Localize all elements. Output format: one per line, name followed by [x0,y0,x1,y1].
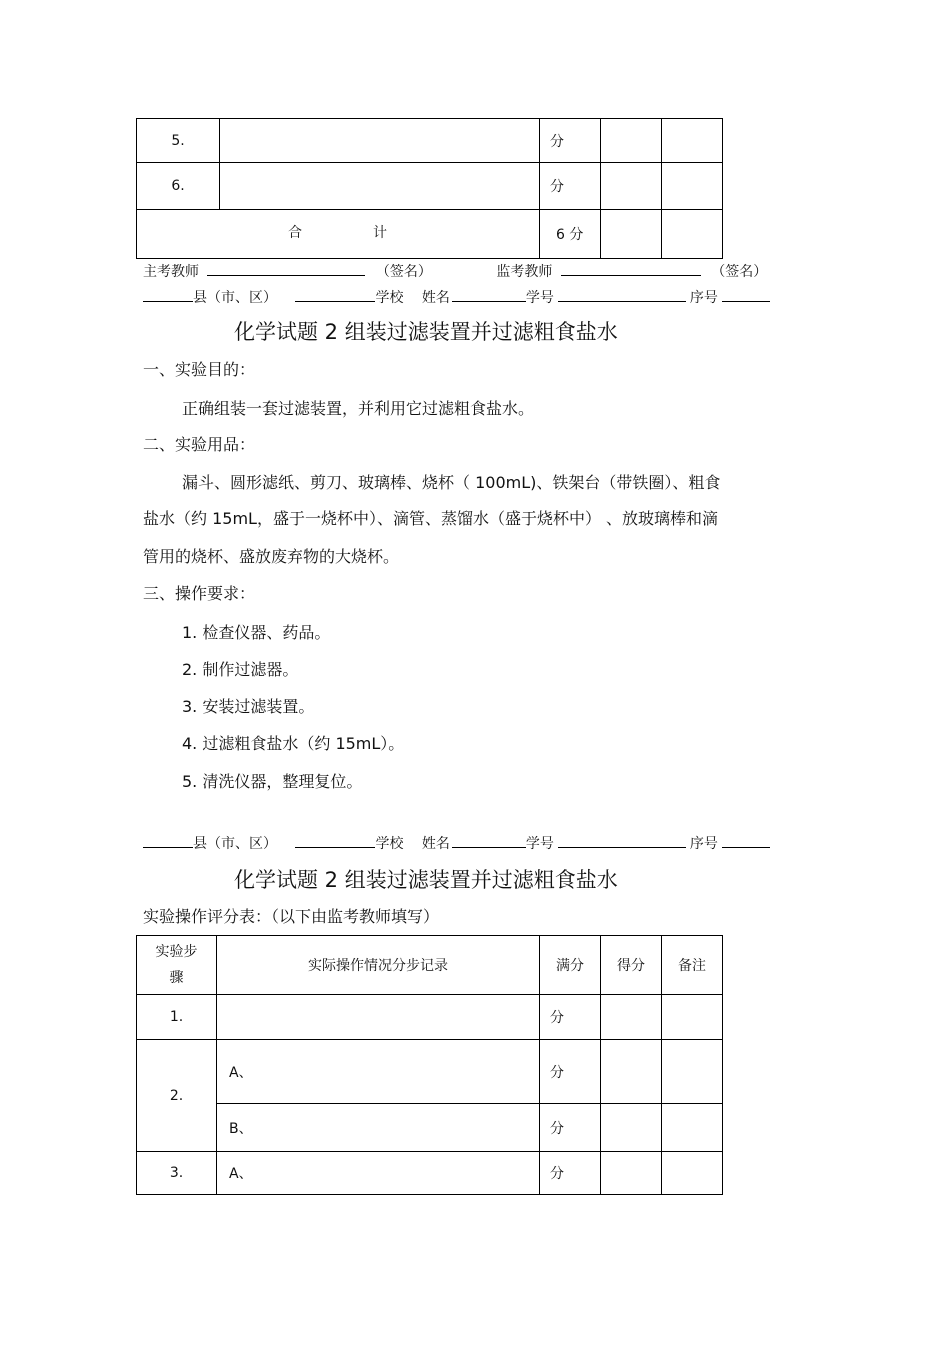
signature-line [143,261,767,281]
step-cell: 6. [137,163,220,210]
record-cell[interactable]: B、 [217,1104,540,1152]
total-score-cell[interactable] [601,210,662,259]
sign-label-2: （签名） [711,264,768,280]
exam-title: 化学试题 2 组装过滤装置并过滤粗食盐水 [234,868,618,892]
total-label-he: 合 [288,225,302,241]
score-cell[interactable] [601,995,662,1040]
record-cell[interactable]: A、 [217,1152,540,1195]
header-full: 满分 [540,936,601,995]
header-row [137,936,723,995]
total-label-ji: 计 [373,225,387,241]
name-field[interactable] [452,833,526,848]
header-record: 实际操作情况分步记录 [217,936,540,995]
header-step-line1: 实验步 [155,944,198,960]
examiner-sign-field[interactable] [207,261,365,276]
purpose-heading: 一、实验目的： [143,360,256,379]
seq-no-label: 序号 [689,836,718,852]
student-no-field[interactable] [558,833,686,848]
full-score-cell: 分 [540,1152,601,1195]
op-item: 2. 制作过滤器。 [182,660,299,679]
full-score-cell: 分 [540,1040,601,1104]
examiner-label: 主考教师 [143,264,199,280]
total-full-score-cell: 6 分 [540,210,601,259]
full-score-cell: 分 [540,119,601,163]
materials-heading: 二、实验用品： [143,435,256,454]
total-label-cell [137,210,540,259]
header-step-line2: 骤 [169,970,184,986]
name-field[interactable] [452,287,526,302]
school-label: 学校 [375,290,404,306]
ops-heading: 三、操作要求： [143,584,256,603]
score-cell[interactable] [601,1104,662,1152]
sign-label-1: （签名） [375,264,432,280]
county-label: 县（市、区） [193,836,277,852]
school-field[interactable] [295,833,375,848]
note-cell[interactable] [662,1152,723,1195]
step-cell: 5. [137,119,220,163]
header-note: 备注 [662,936,723,995]
county-field[interactable] [143,287,193,302]
score-table [136,935,723,1195]
name-label: 姓名 [421,290,450,306]
header-step [137,936,217,995]
seq-no-field[interactable] [722,287,770,302]
proctor-label: 监考教师 [496,264,553,280]
note-cell[interactable] [662,1104,723,1152]
score-table-caption: 实验操作评分表：（以下由监考教师填写） [143,907,440,926]
table-row [137,1152,723,1195]
table-row [137,163,723,210]
student-no-label: 学号 [525,290,554,306]
student-no-label: 学号 [525,836,554,852]
student-no-field[interactable] [558,287,686,302]
seq-no-field[interactable] [722,833,770,848]
op-item: 5. 清洗仪器，整理复位。 [182,772,363,791]
record-cell[interactable] [220,163,540,210]
county-field[interactable] [143,833,193,848]
record-cell[interactable] [217,995,540,1040]
score-cell[interactable] [601,119,662,163]
table-row [137,1104,723,1152]
note-cell[interactable] [662,995,723,1040]
note-cell[interactable] [662,119,723,163]
top-score-table [136,118,723,259]
school-field[interactable] [295,287,375,302]
table-row [137,119,723,163]
seq-no-label: 序号 [689,290,718,306]
materials-line-2: 盐水（约 15mL，盛于一烧杯中）、滴管、蒸馏水（盛于烧杯中） 、放玻璃棒和滴 [143,509,719,528]
header-score: 得分 [601,936,662,995]
op-item: 4. 过滤粗食盐水（约 15mL）。 [182,734,405,753]
purpose-text: 正确组装一套过滤装置，并利用它过滤粗食盐水。 [182,399,535,418]
total-note-cell[interactable] [662,210,723,259]
step-cell: 3. [137,1152,217,1195]
step-cell: 1. [137,995,217,1040]
full-score-cell: 分 [540,1104,601,1152]
student-info-line [143,287,770,307]
name-label: 姓名 [421,836,450,852]
step-cell: 2. [137,1040,217,1152]
school-label: 学校 [375,836,404,852]
record-cell[interactable] [220,119,540,163]
student-info-line [143,833,770,853]
table-row [137,1040,723,1104]
full-score-cell: 分 [540,163,601,210]
materials-line-1: 漏斗、圆形滤纸、剪刀、玻璃棒、烧杯（ 100mL)、铁架台（带铁圈）、粗食 [182,473,721,492]
full-score-cell: 分 [540,995,601,1040]
county-label: 县（市、区） [193,290,277,306]
op-item: 1. 检查仪器、药品。 [182,623,331,642]
score-cell[interactable] [601,1152,662,1195]
proctor-sign-field[interactable] [561,261,701,276]
score-cell[interactable] [601,163,662,210]
exam-title: 化学试题 2 组装过滤装置并过滤粗食盐水 [234,320,618,344]
materials-line-3: 管用的烧杯、盛放废弃物的大烧杯。 [143,547,400,566]
score-cell[interactable] [601,1040,662,1104]
table-row [137,995,723,1040]
record-cell[interactable]: A、 [217,1040,540,1104]
note-cell[interactable] [662,163,723,210]
total-row [137,210,723,259]
note-cell[interactable] [662,1040,723,1104]
op-item: 3. 安装过滤装置。 [182,697,315,716]
